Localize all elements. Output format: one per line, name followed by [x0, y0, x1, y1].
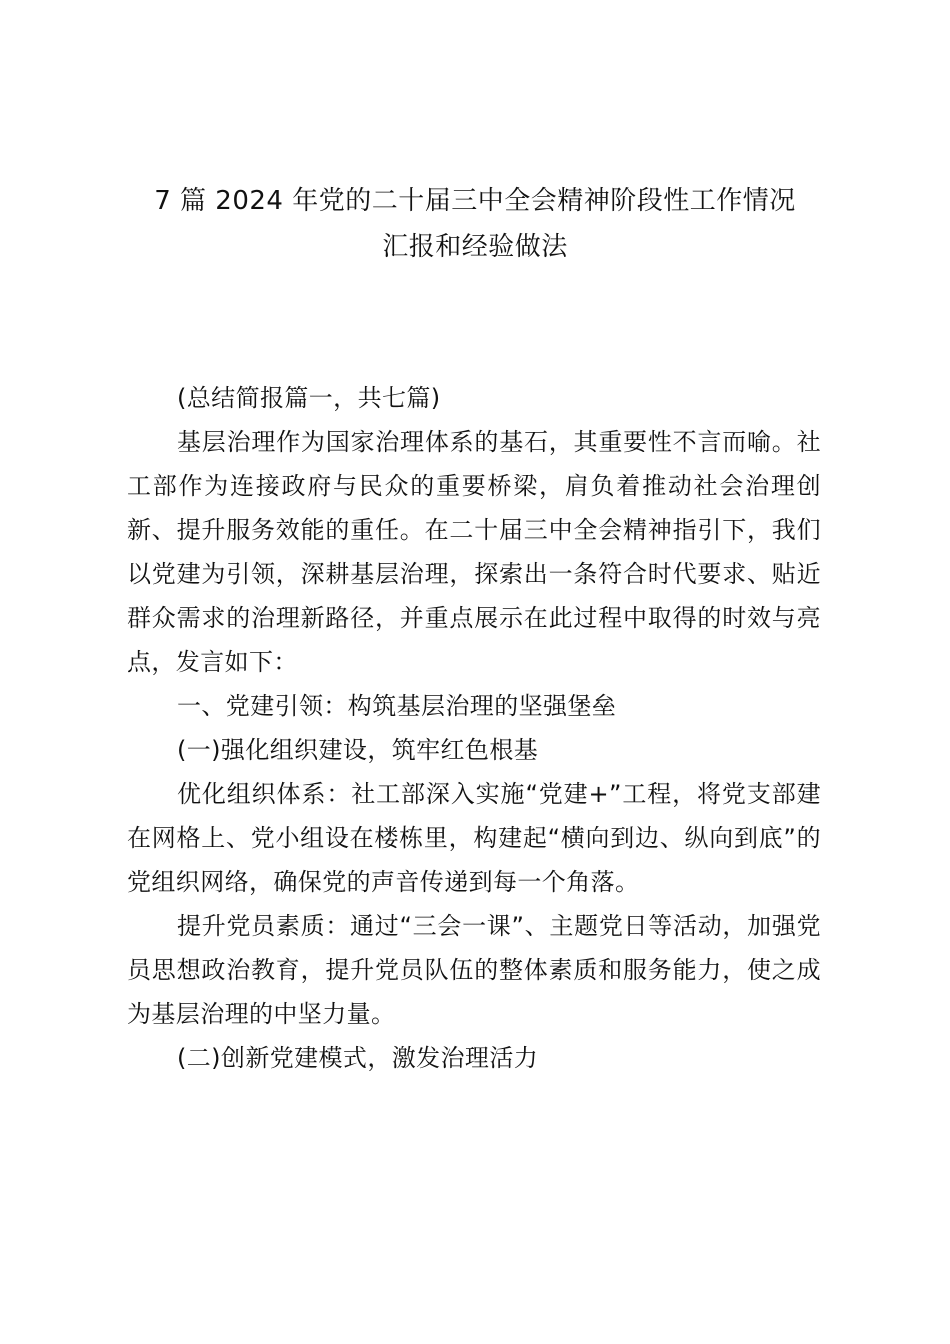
document-title — [120, 178, 830, 270]
paragraph-improve-members: 提升党员素质：通过“三会一课”、主题党日等活动，加强党员思想政治教育，提升党员队伍的整体素质和服务能力，使之成为基层治理的中坚力量。 — [127, 912, 821, 1028]
document-body — [127, 376, 821, 1080]
section-heading-1: 一、党建引领：构筑基层治理的坚强堡垒 — [177, 692, 617, 720]
paragraph-optimize-organization: 优化组织体系：社工部深入实施“党建+”工程，将党支部建在网格上、党小组设在楼栋里，构建起“横向到边、纵向到底”的党组织网络，确保党的声音传递到每一个角落。 — [127, 780, 821, 896]
title-line-2: 汇报和经验做法 — [382, 232, 568, 262]
series-note: (总结简报篇一，共七篇) — [177, 384, 441, 412]
intro-paragraph: 基层治理作为国家治理体系的基石，其重要性不言而喻。社工部作为连接政府与民众的重要桥梁，肩负着推动社会治理创新、提升服务效能的重任。在二十届三中全会精神指引下，我们以党建为引领，深耕基层治理，探索出一条符合时代要求、贴近群众需求的治理新路径，并重点展示在此过程中取得的时效与亮点，发言如下： — [127, 428, 821, 676]
title-line-1: 7 篇 2024 年党的二十届三中全会精神阶段性工作情况 — [154, 186, 796, 216]
subsection-heading-1: (一)强化组织建设，筑牢红色根基 — [177, 736, 539, 764]
subsection-heading-2: (二)创新党建模式，激发治理活力 — [177, 1044, 539, 1072]
